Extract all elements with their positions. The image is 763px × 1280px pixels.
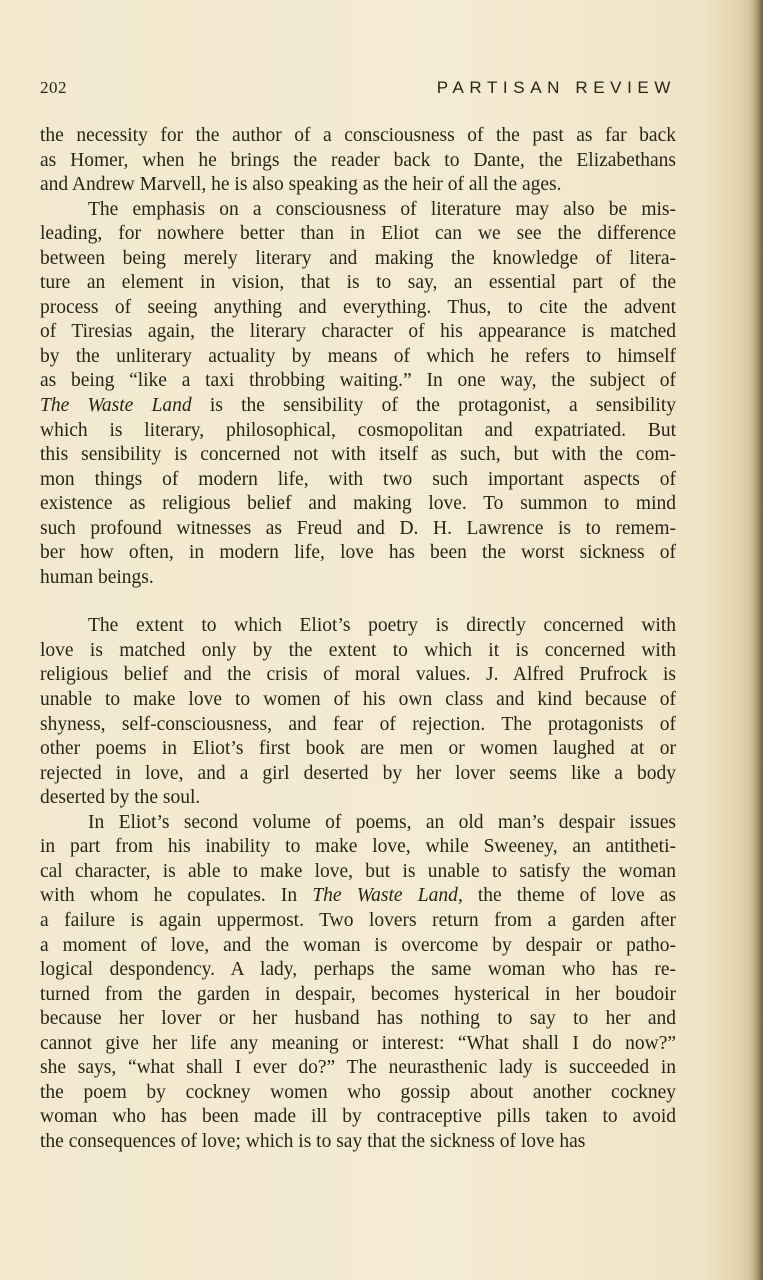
paragraph-spacer [40, 590, 676, 614]
text-line: shyness, self-consciousness, and fear of rejection. The protagonists of [40, 713, 676, 735]
text-line: with whom he copulates. In The Waste Land, the theme of love as [40, 885, 676, 907]
text-line: in part from his inability to make love, while Sweeney, an antitheti- [40, 836, 676, 858]
text-line: mon things of modern life, with two such important aspects of [40, 468, 676, 490]
text-line: the poem by cockney women who gossip about another cockney [40, 1081, 676, 1103]
text-line: logical despondency. A lady, perhaps the same woman who has re- [40, 959, 676, 981]
text-line: religious belief and the crisis of moral values. J. Alfred Prufrock is [40, 664, 676, 686]
text-line: process of seeing anything and everything. Thus, to cite the advent [40, 296, 676, 318]
text-line: such profound witnesses as Freud and D. H. Lawrence is to remem- [40, 517, 676, 539]
text-line: The extent to which Eliot’s poetry is directly concerned with [88, 615, 676, 637]
text-line: and Andrew Marvell, he is also speaking as the heir of all the ages. [40, 174, 562, 196]
text-line: deserted by the soul. [40, 787, 201, 809]
text-line: the necessity for the author of a consciousness of the past as far back [40, 125, 676, 146]
text-line: the consequences of love; which is to say that the sickness of love has [40, 1130, 586, 1152]
text-line: she says, “what shall I ever do?” The neurasthenic lady is succeeded in [40, 1057, 676, 1079]
text-line: which is literary, philosophical, cosmopolitan and expatriated. But [40, 419, 676, 441]
text-line: woman who has been made ill by contraceptive pills taken to avoid [40, 1106, 676, 1128]
text-line: unable to make love to women of his own class and kind because of [40, 689, 676, 711]
text-line: leading, for nowhere better than in Eliot can we see the difference [40, 223, 676, 245]
text-line: other poems in Eliot’s first book are men or women laughed at or [40, 738, 676, 760]
text-line: because her lover or her husband has nothing to say to her and [40, 1008, 676, 1030]
text-line: human beings. [40, 566, 154, 588]
text-line: turned from the garden in despair, becomes hysterical in her boudoir [40, 983, 676, 1005]
running-head: PARTISAN REVIEW [436, 78, 676, 97]
page-spine-shadow [749, 0, 763, 1280]
text-line: In Eliot’s second volume of poems, an old man’s despair issues [88, 811, 676, 833]
text-line: by the unliterary actuality by means of which he refers to himself [40, 345, 676, 367]
text-line: The Waste Land is the sensibility of the protagonist, a sensibility [40, 395, 676, 417]
article-body [40, 124, 676, 1154]
text-line: existence as religious belief and making love. To summon to mind [40, 493, 676, 515]
text-line: love is matched only by the extent to which it is concerned with [40, 639, 676, 661]
text-line: this sensibility is concerned not with itself as such, but with the com- [40, 444, 676, 466]
text-line: as Homer, when he brings the reader back to Dante, the Elizabethans [40, 149, 676, 171]
page-number: 202 [40, 78, 67, 97]
text-line: ber how often, in modern life, love has been the worst sickness of [40, 542, 676, 564]
text-line: ture an element in vision, that is to say, an essential part of the [40, 272, 676, 294]
italic-title: The Waste Land, [312, 885, 463, 907]
text-line: a failure is again uppermost. Two lovers return from a garden after [40, 909, 676, 931]
text-line: rejected in love, and a girl deserted by her lover seems like a body [40, 762, 676, 784]
italic-title: The Waste Land [40, 395, 192, 417]
page-header [40, 78, 676, 104]
text-line: of Tiresias again, the literary character of his appearance is matched [40, 321, 676, 343]
text-line: The emphasis on a consciousness of literature may also be mis- [88, 198, 676, 220]
text-line: a moment of love, and the woman is overcome by despair or patho- [40, 934, 676, 956]
text-line: cal character, is able to make love, but is unable to satisfy the woman [40, 860, 676, 882]
text-line: as being “like a taxi throbbing waiting.” In one way, the subject of [40, 370, 676, 392]
text-line: cannot give her life any meaning or interest: “What shall I do now?” [40, 1032, 676, 1054]
text-line: between being merely literary and making the knowledge of litera- [40, 247, 676, 269]
